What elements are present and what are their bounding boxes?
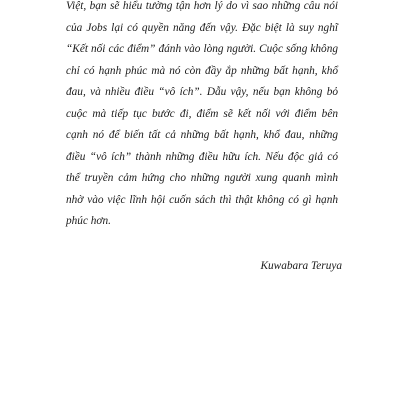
author-signature: Kuwabara Teruya — [260, 260, 342, 272]
text-line: nhờ vào việc lĩnh hội cuốn sách thì thật không có gì hạnh — [66, 193, 338, 206]
text-line: “Kết nối các điểm” đánh vào lòng người. Cuộc sống không — [66, 43, 338, 55]
paragraph — [66, 0, 338, 233]
text-line: thể truyền cảm hứng cho những người xung quanh mình — [66, 172, 338, 184]
text-line: Việt, bạn sẽ hiểu tường tận hơn lý do vì sao những câu nói — [66, 0, 338, 12]
text-line: cạnh nó để biến tất cả những bất hạnh, khổ đau, những — [66, 129, 338, 141]
text-line: của Jobs lại có quyền năng đến vậy. Đặc biệt là suy nghĩ — [66, 21, 338, 34]
text-line: đau, và nhiều điều “vô ích”. Dẫu vậy, nếu bạn không bỏ — [66, 86, 338, 98]
text-line: cuộc mà tiếp tục bước đi, điểm sẽ kết nối với điểm bên — [66, 107, 338, 120]
text-line: chỉ có hạnh phúc mà nó còn đầy ắp những bất hạnh, khổ — [66, 64, 338, 77]
text-line-last: phúc hơn. — [66, 215, 111, 227]
text-line: điều “vô ích” thành những điều hữu ích. Nếu độc giả có — [66, 150, 338, 163]
